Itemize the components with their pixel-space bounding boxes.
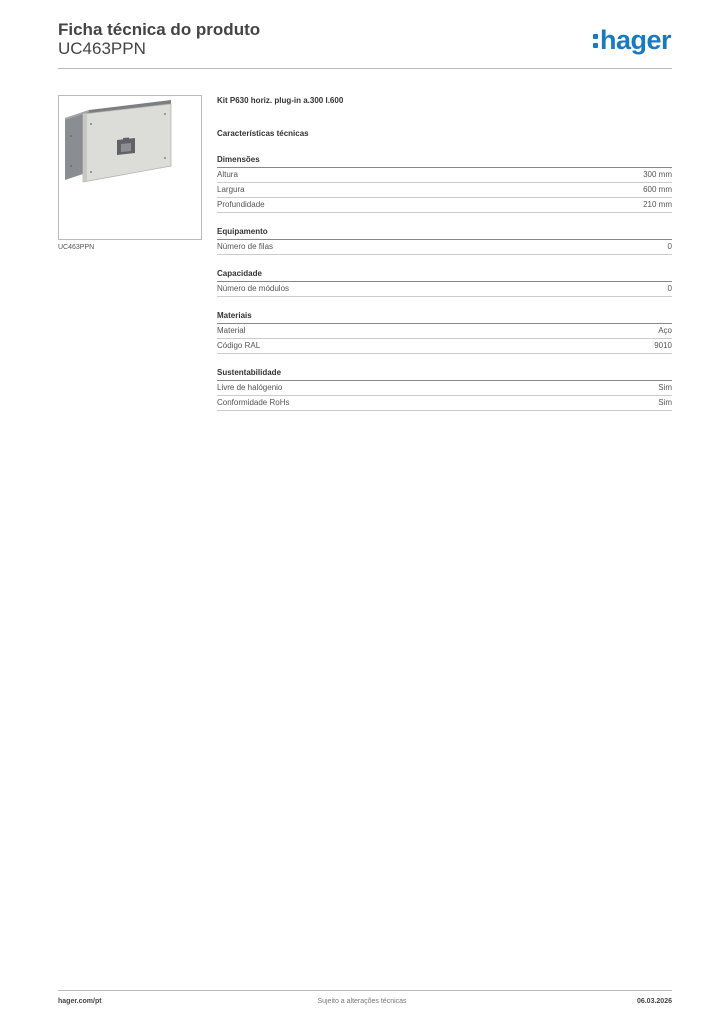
section-dimensoes bbox=[217, 155, 672, 213]
section-materiais bbox=[217, 311, 672, 354]
spec-value: 210 mm bbox=[643, 200, 672, 209]
section-capacidade bbox=[217, 269, 672, 297]
product-code: UC463PPN bbox=[58, 39, 146, 58]
section-title: Equipamento bbox=[217, 227, 672, 240]
mounting-plate-image-icon bbox=[59, 96, 201, 239]
spec-label: Profundidade bbox=[217, 200, 265, 209]
section-title: Dimensões bbox=[217, 155, 672, 168]
hager-logo bbox=[593, 25, 671, 55]
logo-dots-icon bbox=[593, 25, 598, 55]
spec-label: Número de filas bbox=[217, 242, 274, 251]
spec-row bbox=[217, 198, 672, 213]
spec-content bbox=[217, 96, 672, 411]
product-image bbox=[58, 95, 202, 240]
spec-row bbox=[217, 282, 672, 297]
spec-value: 0 bbox=[667, 284, 672, 293]
page-title: Ficha técnica do produto bbox=[58, 20, 261, 39]
spec-row bbox=[217, 168, 672, 183]
section-sustentabilidade bbox=[217, 368, 672, 411]
spec-value: 9010 bbox=[654, 341, 672, 350]
footer-website-link[interactable]: hager.com/pt bbox=[58, 998, 102, 1005]
characteristics-title: Características técnicas bbox=[217, 129, 309, 138]
spec-row bbox=[217, 396, 672, 411]
product-name: Kit P630 horiz. plug-in a.300 l.600 bbox=[217, 96, 344, 105]
section-title: Sustentabilidade bbox=[217, 368, 672, 381]
logo-text: hager bbox=[600, 25, 672, 55]
section-title: Capacidade bbox=[217, 269, 672, 282]
spec-row bbox=[217, 324, 672, 339]
spec-label: Código RAL bbox=[217, 341, 261, 350]
footer-divider bbox=[58, 990, 672, 991]
spec-row bbox=[217, 240, 672, 255]
spec-value: 300 mm bbox=[643, 170, 672, 179]
spec-label: Conformidade RoHs bbox=[217, 398, 290, 407]
spec-label: Altura bbox=[217, 170, 238, 179]
spec-value: 600 mm bbox=[643, 185, 672, 194]
spec-label: Número de módulos bbox=[217, 284, 290, 293]
spec-label: Material bbox=[217, 326, 246, 335]
header-divider bbox=[58, 68, 672, 69]
spec-label: Largura bbox=[217, 185, 245, 194]
footer-notice: Sujeito a alterações técnicas bbox=[317, 998, 407, 1005]
section-equipamento bbox=[217, 227, 672, 255]
spec-value: 0 bbox=[667, 242, 672, 251]
spec-row bbox=[217, 183, 672, 198]
spec-label: Livre de halógenio bbox=[217, 383, 283, 392]
spec-value: Sim bbox=[658, 398, 672, 407]
spec-value: Sim bbox=[658, 383, 672, 392]
image-caption: UC463PPN bbox=[58, 244, 95, 251]
spec-row bbox=[217, 339, 672, 354]
spec-row bbox=[217, 381, 672, 396]
footer-date: 06.03.2026 bbox=[636, 998, 672, 1005]
spec-value: Aço bbox=[658, 326, 672, 335]
section-title: Materiais bbox=[217, 311, 672, 324]
